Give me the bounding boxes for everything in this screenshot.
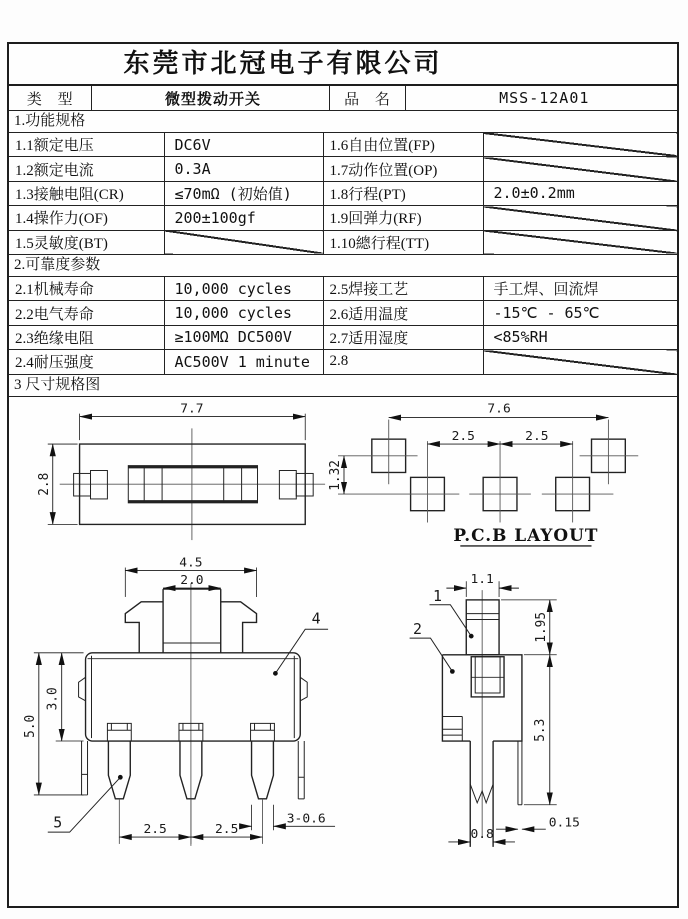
spec-label-cell: 1.4操作力(OF)	[9, 206, 164, 230]
dim-front-body-height: 3.0	[45, 686, 61, 710]
company-title: 东莞市北冠电子有限公司	[9, 44, 677, 86]
spec-label-cell: 2.1机械寿命	[9, 277, 164, 301]
spec-label-cell: 1.5灵敏度(BT)	[9, 230, 164, 254]
dim-pcb-offset: 1.32	[327, 459, 344, 491]
spec-label-cell: 2.2电气寿命	[9, 301, 164, 325]
dim-side-knob-height: 1.95	[533, 611, 549, 643]
dim-side-height: 5.3	[532, 718, 548, 742]
section2-table	[9, 277, 677, 375]
spec-value-cell: 200±100gf	[164, 206, 323, 230]
section1-title: 1.功能规格	[9, 111, 677, 133]
table-row	[9, 350, 677, 374]
spec-label-cell: 1.6自由位置(FP)	[323, 133, 483, 157]
spec-value-cell: -15℃ - 65℃	[483, 301, 677, 325]
dim-pcb-width: 7.6	[487, 401, 511, 417]
dim-top-height: 2.8	[36, 472, 52, 496]
pcb-layout-drawing	[328, 401, 638, 545]
document-border	[7, 42, 679, 908]
dim-side-pin-width: 0.8	[470, 826, 494, 842]
table-row	[9, 277, 677, 301]
empty-diagonal-cell	[164, 230, 323, 254]
callout-cover: 4	[311, 610, 321, 627]
dim-front-stem: 2.0	[180, 572, 204, 588]
table-row	[9, 206, 677, 230]
spec-value-cell: ≥100MΩ DC500V	[164, 325, 323, 349]
spec-value-cell: <85%RH	[483, 325, 677, 349]
spec-label-cell: 1.8行程(PT)	[323, 181, 483, 205]
empty-diagonal-cell	[483, 230, 677, 254]
spec-value-cell: AC500V 1 minute	[164, 350, 323, 374]
spec-label-cell: 1.3接触电阻(CR)	[9, 181, 164, 205]
dim-pcb-pitch-right: 2.5	[525, 428, 549, 444]
spec-value-cell: DC6V	[164, 133, 323, 157]
empty-diagonal-cell	[483, 157, 677, 181]
spec-label-cell: 1.7动作位置(OP)	[323, 157, 483, 181]
callout-knob: 1	[432, 587, 442, 605]
part-number-cell: MSS-12A01	[405, 86, 677, 110]
dim-front-pitch-left: 2.5	[143, 821, 167, 837]
drawings-svg	[9, 397, 677, 890]
table-row	[9, 157, 677, 181]
dim-front-total-height: 5.0	[22, 714, 38, 738]
spec-value-cell: 10,000 cycles	[164, 277, 323, 301]
dim-side-leg-thickness: 0.15	[548, 814, 580, 830]
empty-diagonal-cell	[483, 350, 677, 374]
dimension-drawings	[9, 397, 677, 890]
spec-label-cell: 2.4耐压强度	[9, 350, 164, 374]
side-view-drawing	[410, 572, 580, 847]
spec-label-cell: 2.7适用湿度	[323, 325, 483, 349]
section2-title: 2.可靠度参数	[9, 255, 677, 277]
spec-value-cell: 手工焊、回流焊	[483, 277, 677, 301]
spec-label-cell: 2.6适用温度	[323, 301, 483, 325]
type-value-cell: 微型拨动开关	[91, 86, 329, 110]
dim-pcb-pitch-left: 2.5	[451, 428, 475, 444]
empty-diagonal-cell	[483, 206, 677, 230]
dim-front-flange: 4.5	[179, 555, 203, 571]
table-row	[9, 301, 677, 325]
dim-front-pin-note: 3-0.6	[286, 810, 326, 826]
spec-label-cell: 2.5焊接工艺	[323, 277, 483, 301]
spec-value-cell: 10,000 cycles	[164, 301, 323, 325]
top-view-drawing	[37, 401, 325, 539]
front-view-drawing	[23, 555, 335, 845]
table-row	[9, 230, 677, 254]
dim-top-width: 7.7	[180, 401, 204, 417]
callout-body: 2	[413, 620, 423, 638]
table-row	[9, 133, 677, 157]
spec-label-cell: 2.8	[323, 350, 483, 374]
name-label-cell: 品 名	[329, 86, 405, 110]
header-row	[9, 86, 677, 111]
callout-terminal: 5	[53, 813, 63, 831]
table-row	[9, 181, 677, 205]
table-row	[9, 325, 677, 349]
dim-side-knob-width: 1.1	[470, 571, 494, 587]
type-label-cell: 类 型	[9, 86, 91, 110]
spec-label-cell: 1.10總行程(TT)	[323, 230, 483, 254]
section1-table	[9, 133, 677, 255]
spec-label-cell: 1.2额定电流	[9, 157, 164, 181]
empty-diagonal-cell	[483, 133, 677, 157]
spec-value-cell: 0.3A	[164, 157, 323, 181]
spec-value-cell: ≤70mΩ (初始值)	[164, 181, 323, 205]
spec-label-cell: 1.1额定电压	[9, 133, 164, 157]
spec-label-cell: 2.3绝缘电阻	[9, 325, 164, 349]
spec-label-cell: 1.9回弹力(RF)	[323, 206, 483, 230]
spec-value-cell: 2.0±0.2mm	[483, 181, 677, 205]
section3-title: 3 尺寸规格图	[9, 375, 677, 397]
dim-front-pitch-right: 2.5	[215, 821, 239, 837]
pcb-layout-label: P.C.B LAYOUT	[453, 524, 599, 545]
